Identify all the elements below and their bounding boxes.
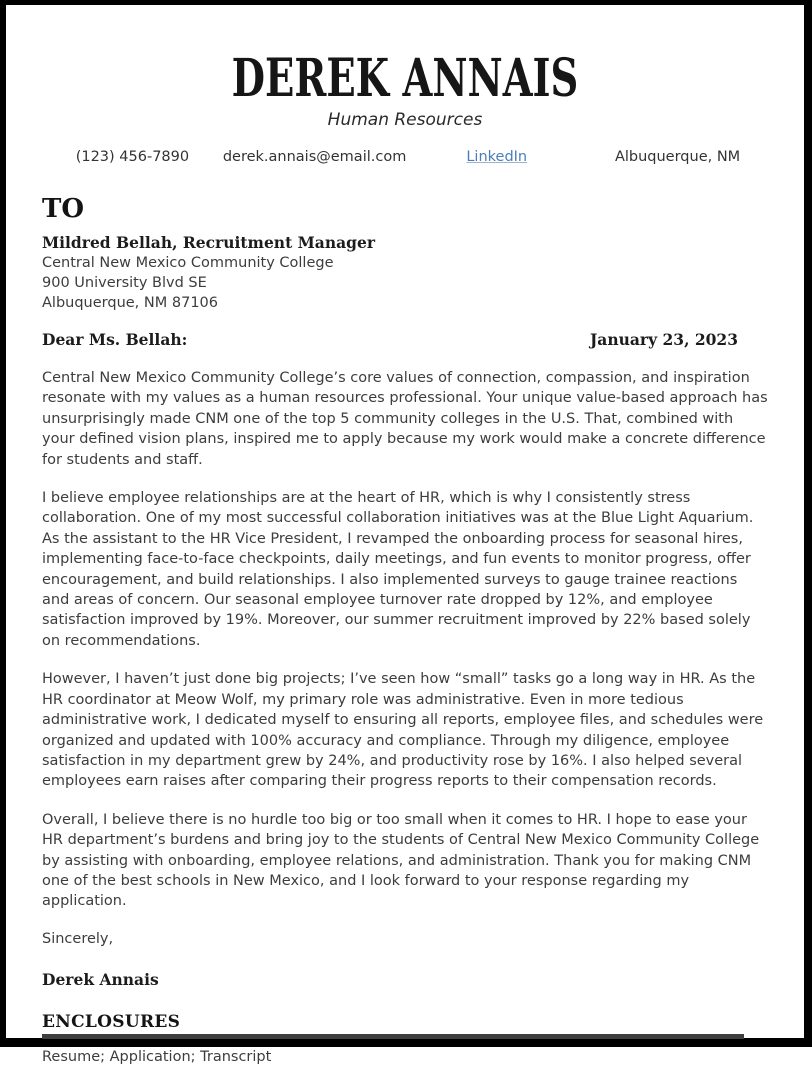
linkedin-link[interactable]: LinkedIn [466,149,528,165]
letter-date: January 23, 2023 [589,330,738,349]
recipient-address-line: Albuquerque, NM 87106 [42,295,218,311]
enclosures-divider [42,1034,744,1039]
enclosures-items: Resume; Application; Transcript [42,1048,272,1065]
contact-location: Albuquerque, NM [614,149,741,165]
body-paragraph: Overall, I believe there is no hurdle too big or too small when it comes to HR. I hope to ease your HR department’s burdens and bring joy to the students of Central New Mexico Community College by assisting with onboarding, employee relations, and administration. Thank you for making CNM one of the best schools in New Mexico, and I look forward to your response regarding my application. [42,811,760,910]
contact-linkedin-cell [406,147,587,167]
valediction: Sincerely, [42,930,114,947]
recipient-name: Mildred Bellah, Recruitment Manager [42,233,376,252]
greeting: Dear Ms. Bellah: [42,330,188,349]
body-paragraph: However, I haven’t just done big projects; I’ve seen how “small” tasks go a long way in HR. As the HR coordinator at Meow Wolf, my primary role was administrative. Even in more tedious administrative work, I dedicated myself to ensuring all reports, employee files, and schedules were organized and updated with 100% accuracy and compliance. Through my diligence, employee satisfaction in my department grew by 24%, and productivity rose by 16%. I also helped several employees earn raises after comparing their progress reports to their compensation records. [42,671,764,790]
recipient-address-line: 900 University Blvd SE [42,275,207,291]
letter-body [6,193,804,1067]
page-title: DEREK ANNAIS [231,48,579,109]
body-paragraph: I believe employee relationships are at the heart of HR, which is why I consistently stress collaboration. One of my most successful collaboration initiatives was at the Blue Light Aquarium. As the assistant to the HR Vice President, I revamped the onboarding process for seasonal hires, implementing face-to-face checkpoints, daily meetings, and fun events to monitor progress, offer encouragement, and build relationships. I also implemented surveys to gauge trainee reactions and areas of concern. Our seasonal employee turnover rate dropped by 12%, and employee satisfaction improved by 19%. Moreover, our summer recruitment improved by 22% based solely on recommendations. [42,490,754,649]
contact-row [42,147,768,167]
letter-header [6,48,804,167]
contact-phone: (123) 456-7890 [75,149,190,165]
body-paragraph: Central New Mexico Community College’s core values of connection, compassion, and inspiration resonate with my values as a human resources professional. Your unique value-based approach has unsurprisingly made CNM one of the top 5 community colleges in the U.S. That, combined with your defined vision plans, inspired me to apply because my work would make a concrete difference for students and staff. [42,370,768,468]
signature-name: Derek Annais [42,969,159,989]
job-title: Human Resources [327,110,483,130]
recipient-address-line: Central New Mexico Community College [42,255,334,271]
greeting-row [42,330,768,350]
enclosures-heading: ENCLOSURES [42,1011,181,1032]
recipient-section-label: TO [42,194,84,224]
contact-email: derek.annais@email.com [222,149,407,165]
